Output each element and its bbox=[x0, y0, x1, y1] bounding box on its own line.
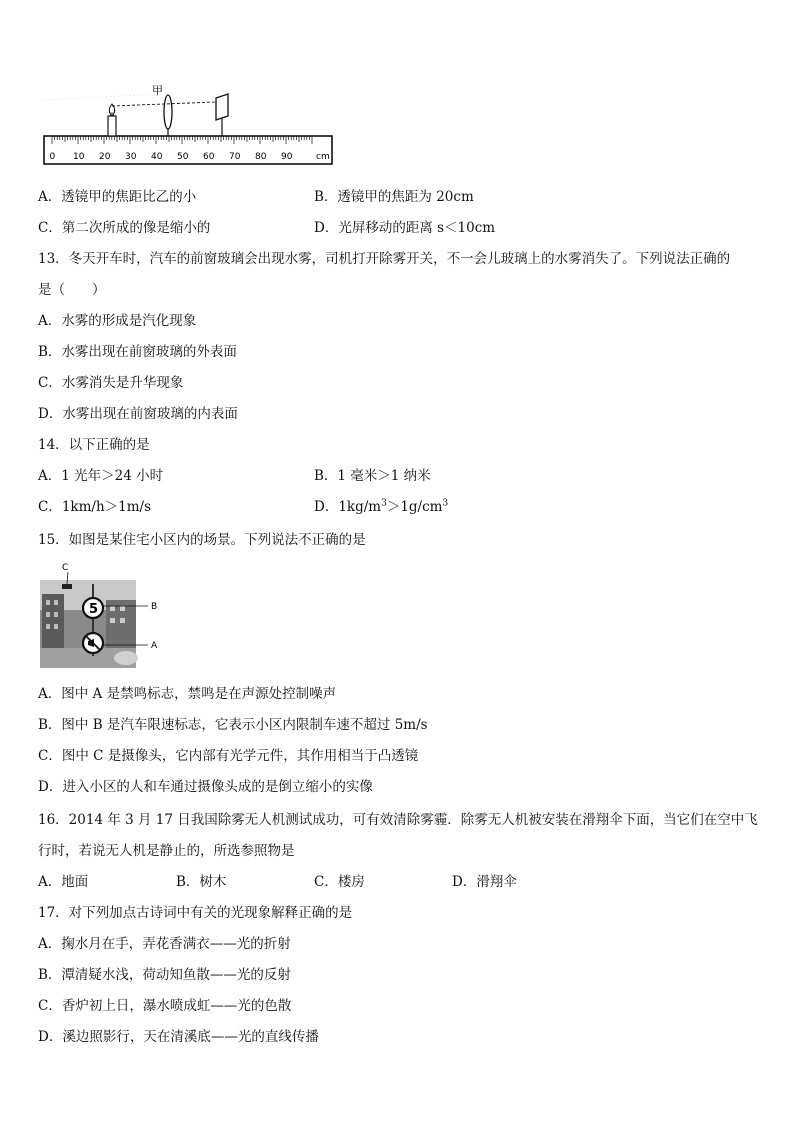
q15-option-d: D．进入小区的人和车通过摄像头成的是倒立缩小的实像 bbox=[38, 779, 373, 795]
q17-option-a: A．掬水月在手，弄花香满衣——光的折射 bbox=[38, 936, 291, 952]
lens-icon bbox=[164, 95, 172, 136]
q14-option-d bbox=[314, 498, 448, 516]
ruler-tick-label: 50 bbox=[177, 152, 189, 162]
q13-option-a: A．水雾的形成是汽化现象 bbox=[38, 313, 197, 329]
ruler-tick-label: 90 bbox=[281, 152, 293, 162]
ruler-tick-label: 70 bbox=[229, 152, 241, 162]
q16-stem-line2: 行时，若说无人机是静止的，所选参照物是 bbox=[38, 843, 295, 859]
q14-d-prefix: D．1kg/m bbox=[314, 499, 382, 515]
q12-option-b: B．透镜甲的焦距为 20cm bbox=[314, 189, 474, 205]
q14-option-b: B．1 毫米＞1 纳米 bbox=[314, 468, 431, 484]
q13-option-d: D．水雾出现在前窗玻璃的内表面 bbox=[38, 406, 238, 422]
q12-option-a: A．透镜甲的焦距比乙的小 bbox=[38, 189, 197, 205]
ruler-tick-label: 40 bbox=[151, 152, 163, 162]
q13-stem-line1: 13．冬天开车时，汽车的前窗玻璃会出现水雾，司机打开除雾开关，不一会儿玻璃上的水雾消失了。下列说法正确的 bbox=[38, 251, 731, 267]
q16-stem-line1: 16．2014 年 3 月 17 日我国除雾无人机测试成功，可有效清除雾霾．除雾无人机被安装在滑翔伞下面，当它们在空中飞 bbox=[38, 812, 758, 828]
residential-scene-figure bbox=[38, 560, 168, 670]
q13-option-b: B．水雾出现在前窗玻璃的外表面 bbox=[38, 344, 237, 360]
ruler-tick-label: 10 bbox=[73, 152, 85, 162]
q15-option-b: B．图中 B 是汽车限速标志，它表示小区内限制车速不超过 5m/s bbox=[38, 717, 428, 733]
q14-d-sup1: 3 bbox=[381, 498, 387, 509]
q15-option-a: A．图中 A 是禁鸣标志，禁鸣是在声源处控制噪声 bbox=[38, 686, 337, 702]
q12-option-c: C．第二次所成的像是缩小的 bbox=[38, 220, 211, 236]
ruler-tick-label: 60 bbox=[203, 152, 215, 162]
ruler-tick-label: 20 bbox=[99, 152, 111, 162]
screen-icon bbox=[216, 94, 228, 136]
ruler-tick-label: 80 bbox=[255, 152, 267, 162]
q16-option-c: C．楼房 bbox=[314, 874, 365, 890]
lens-label: 甲 bbox=[152, 84, 163, 97]
speed-limit-number: 5 bbox=[89, 602, 99, 617]
q14-d-sup2: 3 bbox=[442, 498, 449, 509]
optical-bench-figure bbox=[40, 82, 340, 168]
q16-option-a: A．地面 bbox=[38, 874, 89, 890]
candle-icon bbox=[108, 104, 116, 136]
q17-option-d: D．溪边照影行，天在清溪底——光的直线传播 bbox=[38, 1029, 319, 1045]
q14-d-mid: ＞1g/cm bbox=[386, 499, 443, 515]
q15-option-c: C．图中 C 是摄像头，它内部有光学元件，其作用相当于凸透镜 bbox=[38, 748, 419, 764]
ruler-tick-label: 0 bbox=[49, 152, 56, 162]
q13-option-c: C．水雾消失是升华现象 bbox=[38, 375, 184, 391]
label-b: B bbox=[151, 602, 158, 612]
label-a: A bbox=[151, 641, 158, 651]
q14-option-a: A．1 光年＞24 小时 bbox=[38, 468, 164, 484]
label-c: C bbox=[62, 563, 69, 573]
q17-option-b: B．潭清疑水浅，荷动知鱼散——光的反射 bbox=[38, 967, 291, 983]
q17-option-c: C．香炉初上日，瀑水喷成虹——光的色散 bbox=[38, 998, 292, 1014]
q14-stem: 14．以下正确的是 bbox=[38, 437, 150, 453]
q13-stem-line2: 是（ ） bbox=[38, 282, 106, 298]
q14-option-c: C．1km/h＞1m/s bbox=[38, 499, 152, 515]
q16-option-b: B．树木 bbox=[176, 874, 227, 890]
q16-option-d: D．滑翔伞 bbox=[452, 874, 517, 890]
camera-icon bbox=[62, 584, 72, 589]
ruler-unit: cm bbox=[316, 152, 330, 162]
q15-stem: 15．如图是某住宅小区内的场景。下列说法不正确的是 bbox=[38, 532, 366, 548]
q17-stem: 17．对下列加点古诗词中有关的光现象解释正确的是 bbox=[38, 905, 353, 921]
ruler-tick-label: 30 bbox=[125, 152, 137, 162]
q12-option-d: D．光屏移动的距离 s＜10cm bbox=[314, 220, 496, 236]
